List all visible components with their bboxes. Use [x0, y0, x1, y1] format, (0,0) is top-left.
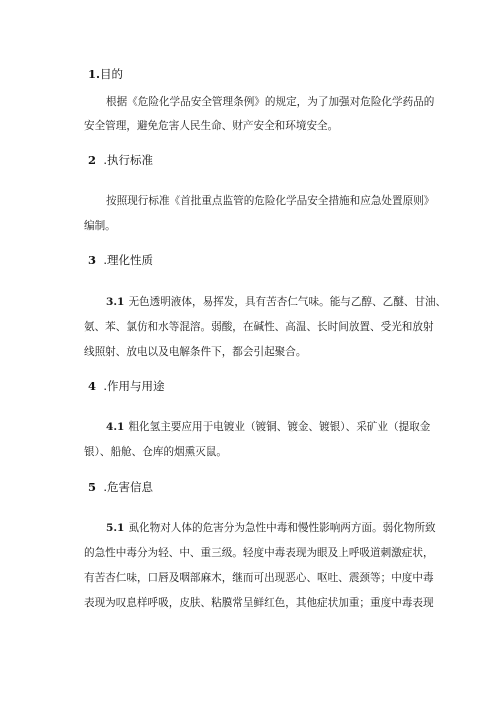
section-4-number: 4 — [88, 379, 97, 393]
section-1-heading — [88, 67, 123, 81]
section-1-line-1: 根据《危险化学品安全管理条例》的规定，为了加强对危险化学药品的 — [106, 96, 435, 108]
section-5-number: 5 — [88, 480, 97, 494]
section-2-heading — [88, 153, 153, 167]
section-3-line-2: 氨、苯、氯仿和水等混溶。弱酸，在碱性、高温、长时间放置、受光和放射 — [84, 321, 434, 333]
section-4-line-1 — [106, 420, 430, 434]
section-4-line-2: 银）、船舱、仓库的烟熏灭鼠。 — [84, 446, 228, 458]
section-4-line-1-text: 粗化氢主要应用于电镀业（镀铜、镀金、镀银）、采矿业（提取金 — [128, 421, 431, 433]
section-5-line-3: 有苦杏仁味，口唇及咽部麻木，继而可出现恶心、呕吐、震颈等；中度中毒 — [84, 572, 434, 584]
section-4-heading — [88, 379, 164, 393]
section-5-line-1 — [106, 521, 436, 535]
section-1-title: 目的 — [100, 67, 124, 81]
section-5-title: .危害信息 — [103, 480, 153, 494]
section-1-line-2: 安全管理，避免危害人民生命、财产安全和环境安全。 — [84, 120, 339, 132]
section-5-line-4: 表现为叹息样呼吸，皮肤、粘膜常呈鲜红色，其他症状加重；重度中毒表现 — [84, 597, 434, 609]
section-5-line-2: 的急性中毒分为轻、中、重三级。轻度中毒表现为眼及上呼吸道刺激症状， — [84, 547, 434, 559]
section-4-subnumber: 4.1 — [106, 421, 125, 433]
section-2-number: 2 — [88, 153, 97, 167]
section-2-title: .执行标准 — [103, 153, 153, 167]
section-3-line-3: 线照射、放电以及电解条件下，都会引起聚合。 — [84, 346, 307, 358]
section-3-line-1-text: 无色透明液体，易挥发，具有苦杏仁气味。能与乙醇、乙醚、甘油、 — [128, 296, 447, 308]
section-3-heading — [88, 253, 153, 267]
section-2-line-2: 编制。 — [84, 220, 116, 232]
section-1-number: 1. — [88, 67, 101, 81]
section-5-subnumber: 5.1 — [106, 522, 125, 534]
section-4-title: .作用与用途 — [103, 379, 165, 393]
section-3-title: .理化性质 — [103, 253, 153, 267]
section-2-line-1: 按照现行标准《首批重点监管的危险化学品安全措施和应急处置原则》 — [106, 195, 435, 207]
section-3-number: 3 — [88, 253, 97, 267]
section-5-heading — [88, 480, 153, 494]
section-3-line-1 — [106, 295, 446, 309]
section-3-subnumber: 3.1 — [106, 296, 125, 308]
section-5-line-1-text: 虱化物对人体的危害分为急性中毒和慢性影响两方面。弱化物所致 — [128, 522, 436, 534]
